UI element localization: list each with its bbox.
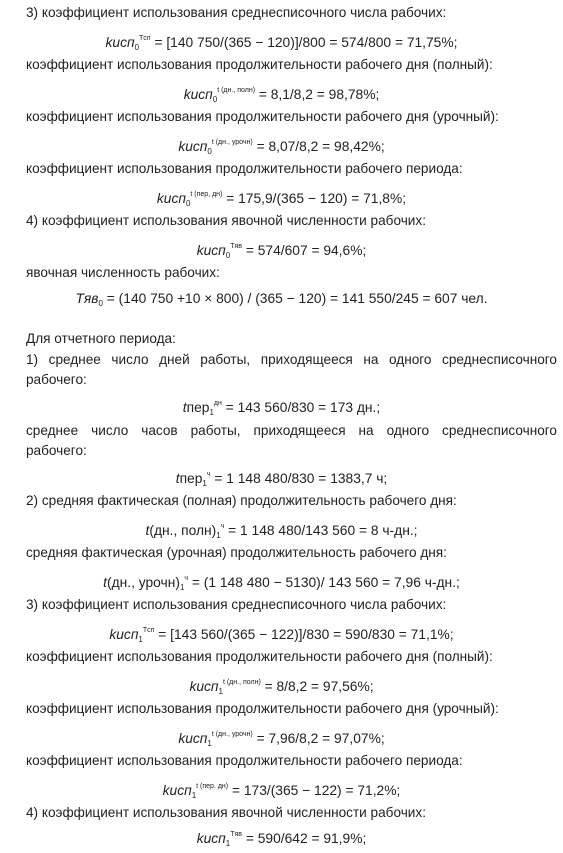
formula-symbol: kисп	[178, 731, 208, 746]
formula-text: = 574/607 = 94,6%;	[242, 243, 367, 258]
formula-superscript: ч	[184, 575, 189, 582]
formula-line	[0, 518, 563, 545]
formula-text: = 8,1/8,2 = 98,78%;	[255, 87, 380, 102]
formula-text: = [143 560/(365 − 122)]/830 = 590/830 = 71,1%;	[154, 627, 454, 642]
text-line: 4) коэффициент использования явочной численности рабочих:	[26, 213, 426, 228]
text-line: коэффициент использования продолжительности рабочего периода:	[26, 161, 463, 176]
formula-line	[0, 238, 563, 265]
formula-subscript: 1	[225, 839, 231, 848]
formula-subscript: 0	[212, 95, 218, 104]
formula-text: (дн., полн)	[149, 523, 217, 538]
formula-text: = 8,07/8,2 = 98,42%;	[252, 139, 385, 154]
formula-text: = (140 750 +10 × 800) / (365 − 120) = 141 550/245 = 607 чел.	[102, 291, 488, 306]
formula-text: = 8/8,2 = 97,56%;	[260, 679, 374, 694]
formula-subscript: 0	[185, 199, 191, 208]
formula-line	[0, 778, 563, 805]
formula-symbol: kисп	[178, 139, 208, 154]
text-line: 3) коэффициент использования среднесписочного числа рабочих:	[26, 5, 447, 20]
formula-text: = 173/(365 − 122) = 71,2%;	[228, 783, 401, 798]
text-line: 3) коэффициент использования среднесписочного числа рабочих:	[26, 597, 447, 612]
formula-line	[0, 466, 563, 493]
text-line: явочная численность рабочих:	[26, 265, 220, 280]
formula-subscript: 0	[225, 251, 231, 260]
text-line: коэффициент использования продолжительности рабочего дня (урочный):	[26, 701, 499, 716]
text-line: коэффициент использования продолжительности рабочего дня (полный):	[26, 649, 493, 664]
formula-superscript: t (пер, дн)	[190, 191, 223, 198]
formula-superscript: t (дн., полн)	[222, 679, 261, 686]
formula-superscript: дн	[213, 400, 222, 407]
text-line: 4) коэффициент использования явочной численности рабочих:	[26, 805, 426, 820]
formula-text: = 143 560/830 = 173 дн.;	[221, 400, 381, 415]
formula-line	[0, 395, 563, 422]
formula-symbol: kисп	[196, 831, 226, 846]
formula-text: = [140 750/(365 − 120)]/800 = 574/800 = 71,75%;	[150, 35, 458, 50]
formula-symbol: t	[103, 575, 107, 590]
formula-subscript: 0	[98, 299, 103, 308]
formula-symbol: kисп	[196, 243, 226, 258]
text-paragraph: среднее число часов работы, приходящееся на одного среднесписочного рабочего:	[26, 423, 557, 458]
formula-text: = 175,9/(365 − 120) = 71,8%;	[222, 191, 407, 206]
formula-text: = 590/642 = 91,9%;	[242, 831, 367, 846]
text-line: 2) средняя фактическая (полная) продолжительность рабочего дня:	[26, 493, 457, 508]
formula-line	[0, 30, 563, 57]
formula-superscript: Tяв	[230, 243, 243, 250]
formula-line	[0, 674, 563, 701]
formula-line	[0, 622, 563, 649]
formula-subscript: 1	[191, 791, 197, 800]
formula-symbol: t	[182, 400, 187, 415]
formula-superscript: Tяв	[230, 831, 243, 838]
formula-text: (дн., урочн)	[107, 575, 180, 590]
formula-text: = 1 148 480/143 560 = 8 ч-дн.;	[224, 523, 418, 538]
formula-superscript: t (дн., полн)	[217, 87, 256, 94]
formula-text: = (1 148 480 − 5130)/ 143 560 = 7,96 ч-дн.;	[188, 575, 460, 590]
formula-symbol: Tяв	[75, 291, 99, 306]
formula-symbol: kисп	[156, 191, 186, 206]
text-line: коэффициент использования продолжительности рабочего дня (полный):	[26, 57, 493, 72]
formula-text: = 7,96/8,2 = 97,07%;	[252, 731, 385, 746]
formula-symbol: t	[175, 471, 180, 486]
formula-line	[0, 826, 563, 853]
formula-line	[0, 290, 563, 313]
formula-superscript: ч	[220, 523, 225, 530]
formula-line	[0, 134, 563, 161]
formula-symbol: kисп	[162, 783, 192, 798]
text-line: коэффициент использования продолжительности рабочего дня (урочный):	[26, 109, 499, 124]
formula-text: пер	[186, 400, 210, 415]
formula-line	[0, 726, 563, 753]
formula-superscript: ч	[206, 471, 211, 478]
formula-superscript: Tсп	[142, 627, 155, 634]
section-heading: Для отчетного периода:	[26, 331, 176, 346]
formula-line	[0, 570, 563, 597]
text-line: средняя фактическая (урочная) продолжительность рабочего дня:	[26, 545, 447, 560]
formula-superscript: t (пер. дн)	[196, 783, 229, 790]
formula-symbol: kисп	[109, 627, 139, 642]
formula-text: пер	[179, 471, 203, 486]
formula-subscript: 1	[218, 687, 223, 696]
formula-superscript: t (дн., урочн)	[211, 139, 253, 146]
formula-subscript: 0	[134, 43, 140, 52]
formula-subscript: 1	[202, 479, 207, 488]
formula-line	[0, 82, 563, 109]
formula-symbol: kисп	[189, 679, 219, 694]
formula-subscript: 1	[216, 531, 221, 540]
formula-subscript: 1	[209, 408, 214, 417]
formula-line	[0, 186, 563, 213]
formula-subscript: 0	[207, 147, 212, 156]
formula-symbol: kисп	[183, 87, 213, 102]
formula-symbol: kисп	[105, 35, 135, 50]
formula-subscript: 1	[138, 635, 143, 644]
formula-subscript: 1	[207, 739, 212, 748]
text-line: коэффициент использования продолжительности рабочего периода:	[26, 753, 463, 768]
formula-text: = 1 148 480/830 = 1383,7 ч;	[210, 471, 388, 486]
formula-subscript: 1	[179, 583, 185, 592]
formula-symbol: t	[145, 523, 150, 538]
formula-superscript: Tсп	[139, 35, 151, 42]
formula-superscript: t (дн., урочн)	[211, 731, 253, 738]
text-paragraph: 1) среднее число дней работы, приходящееся на одного среднесписочного рабочего:	[26, 352, 557, 387]
